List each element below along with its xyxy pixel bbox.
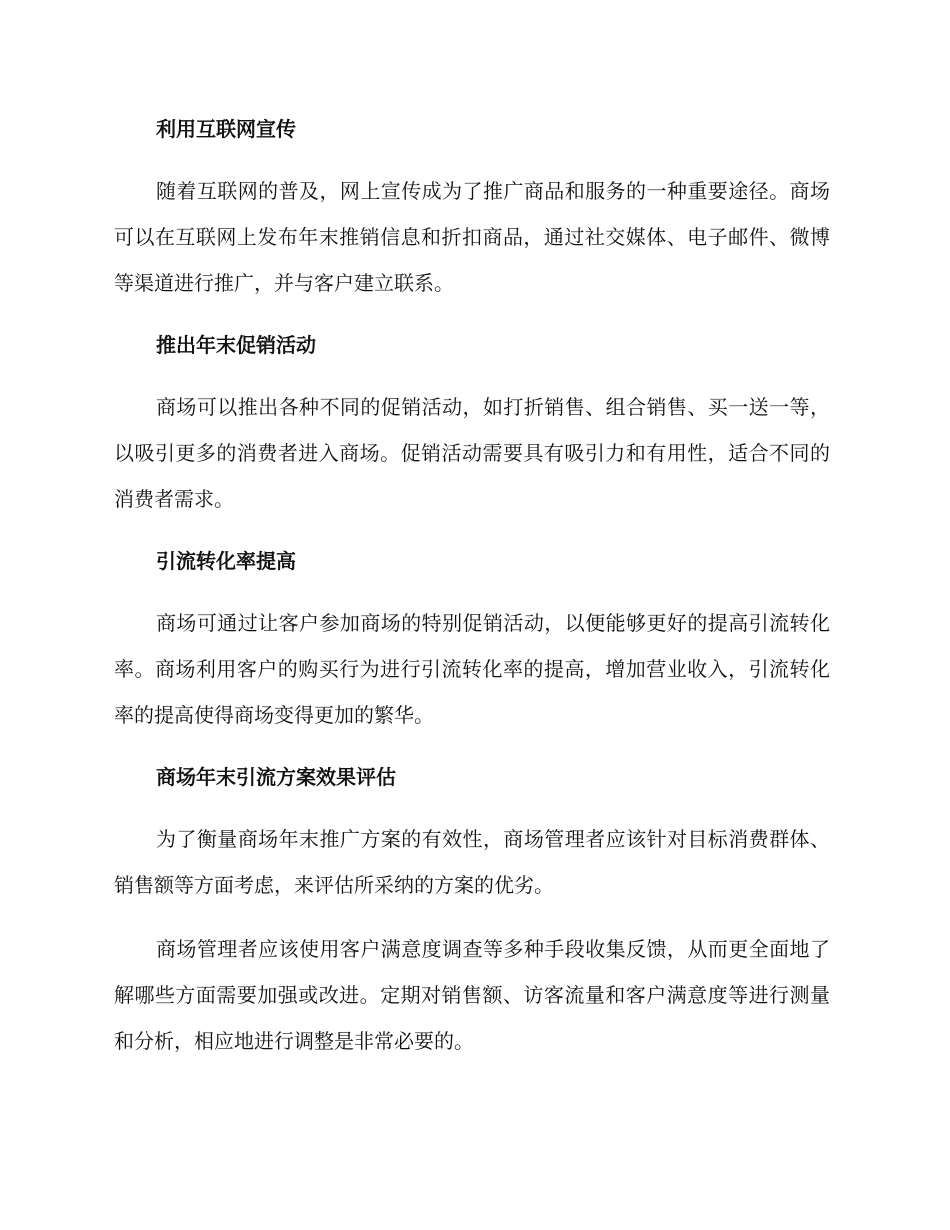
section-paragraph-evaluation-2: 商场管理者应该使用客户满意度调查等多种手段收集反馈，从而更全面地了解哪些方面需要加强或改进。定期对销售额、访客流量和客户满意度等进行测量和分析，相应地进行调整是非常必要的。: [114, 937, 830, 1053]
document-page: [114, 108, 830, 1082]
section-paragraph-promotion: 商场可以推出各种不同的促销活动，如打折销售、组合销售、买一送一等，以吸引更多的消费者进入商场。促销活动需要具有吸引力和有用性，适合不同的消费者需求。: [114, 395, 830, 511]
section-paragraph-conversion: 商场可通过让客户参加商场的特别促销活动，以便能够更好的提高引流转化率。商场利用客户的购买行为进行引流转化率的提高，增加营业收入，引流转化率的提高使得商场变得更加的繁华。: [114, 611, 830, 727]
section-heading-promotion: 推出年末促销活动: [156, 333, 316, 357]
section-heading-internet: 利用互联网宣传: [156, 117, 296, 141]
section-heading-evaluation: 商场年末引流方案效果评估: [156, 765, 396, 789]
section-heading-conversion: 引流转化率提高: [156, 549, 296, 573]
section-paragraph-evaluation-1: 为了衡量商场年末推广方案的有效性，商场管理者应该针对目标消费群体、销售额等方面考虑，来评估所采纳的方案的优劣。: [114, 827, 830, 897]
section-paragraph-internet: 随着互联网的普及，网上宣传成为了推广商品和服务的一种重要途径。商场可以在互联网上发布年末推销信息和折扣商品，通过社交媒体、电子邮件、微博等渠道进行推广，并与客户建立联系。: [114, 179, 830, 295]
